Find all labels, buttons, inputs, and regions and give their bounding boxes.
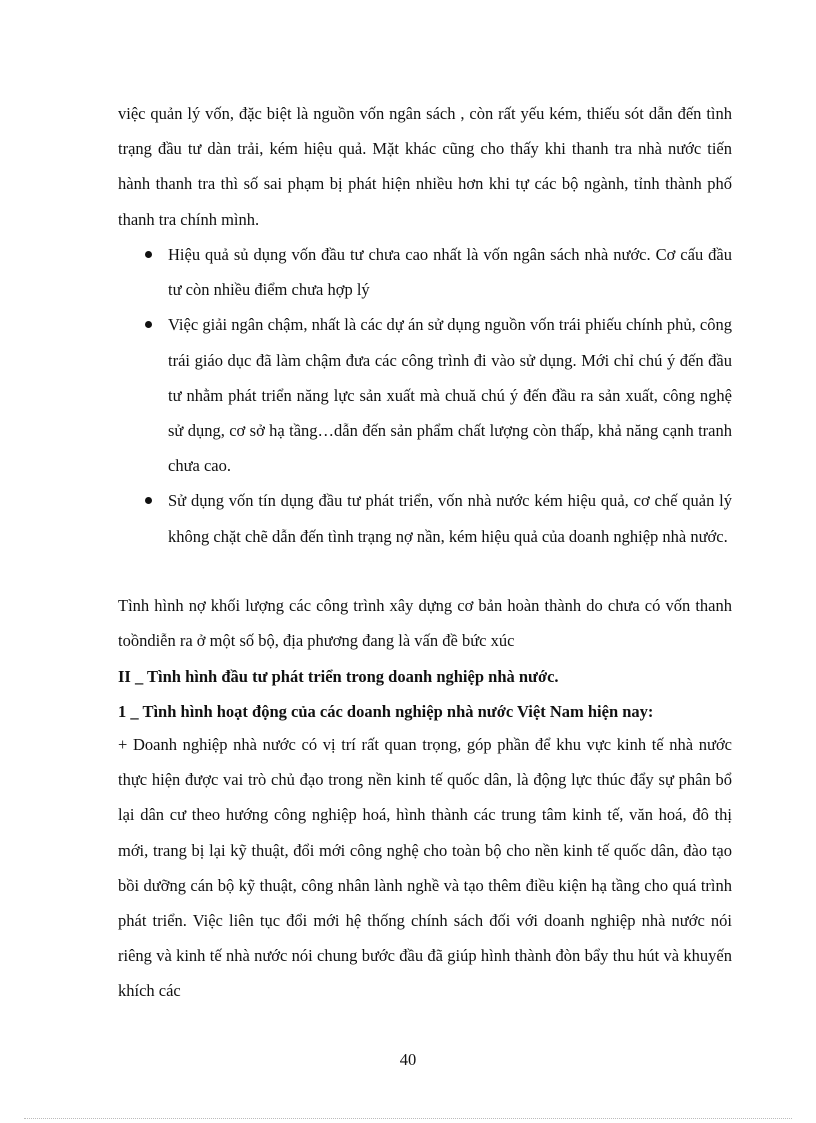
subsection-heading: 1 _ Tình hình hoạt động của các doanh nghiệp nhà nước Việt Nam hiện nay:: [118, 702, 654, 721]
bullet-text: Hiệu quả sủ dụng vốn đầu tư chưa cao nhất là vốn ngân sách nhà nước. Cơ cấu đầu tư còn nhiều điểm chưa hợp lý: [168, 245, 732, 300]
paragraph-state-enterprises: + Doanh nghiệp nhà nước có vị trí rất quan trọng, góp phần để khu vực kinh tế nhà nước thực hiện được vai trò chủ đạo trong nền kinh tế quốc dân, là động lực thúc đẩy sự phân bổ lại dân cư theo hướng công nghiệp hoá, hình thành các trung tâm kinh tế, văn hoá, đô thị mới, trang bị lại kỹ thuật, đổi mới công nghệ cho toàn bộ cho nền kinh tế quốc dân, đào tạo bồi dưỡng cán bộ kỹ thuật, công nhân lành nghề và tạo thêm điều kiện hạ tầng cho quá trình phát triển. Việc liên tục đổi mới hệ thống chính sách đối với doanh nghiệp nhà nước nói riêng và kinh tế nhà nước nói chung bước đầu đã giúp hình thành đòn bẩy thu hút và khuyến khích các: [118, 735, 732, 1001]
bullet-icon: [145, 321, 152, 328]
page-number: 40: [399, 1050, 417, 1069]
bullet-list: [118, 237, 732, 554]
paragraph-funds-management: việc quản lý vốn, đặc biệt là nguồn vốn ngân sách , còn rất yếu kém, thiếu sót dẫn đến tình trạng đầu tư dàn trải, kém hiệu quả. Mặt khác cũng cho thấy khi thanh tra nhà nước tiến hành thanh tra thì số sai phạm bị phát hiện nhiều hơn khi tự các bộ ngành, tỉnh thành phố thanh tra chính mình.: [118, 104, 732, 229]
bullet-icon: [145, 251, 152, 258]
list-item: [118, 237, 732, 307]
section-heading: II _ Tình hình đầu tư phát triển trong doanh nghiệp nhà nước.: [118, 667, 559, 686]
bullet-icon: [145, 497, 152, 504]
paragraph-debt-situation: Tình hình nợ khối lượng các công trình xây dựng cơ bản hoàn thành do chưa có vốn thanh toồndiễn ra ở một số bộ, địa phương đang là vấn đề bức xúc: [118, 596, 732, 651]
list-item: [118, 483, 732, 553]
bullet-text: Việc giải ngân chậm, nhất là các dự án sử dụng nguồn vốn trái phiếu chính phủ, công trái giáo dục đã làm chậm đưa các công trình đi vào sử dụng. Mới chỉ chú ý đến đầu tư nhằm phát triển năng lực sản xuất mà chuă chú ý đến đầu ra sản xuất, công nghệ sử dụng, cơ sở hạ tầng…dẫn đến sản phẩm chất lượng còn thấp, khả năng cạnh tranh chưa cao.: [168, 315, 732, 476]
bullet-text: Sử dụng vốn tín dụng đầu tư phát triển, vốn nhà nước kém hiệu quả, cơ chế quản lý không chặt chẽ dẫn đến tình trạng nợ nần, kém hiệu quả của doanh nghiệp nhà nước.: [168, 491, 732, 546]
page-bottom-divider: [24, 1118, 792, 1119]
list-item: [118, 307, 732, 483]
